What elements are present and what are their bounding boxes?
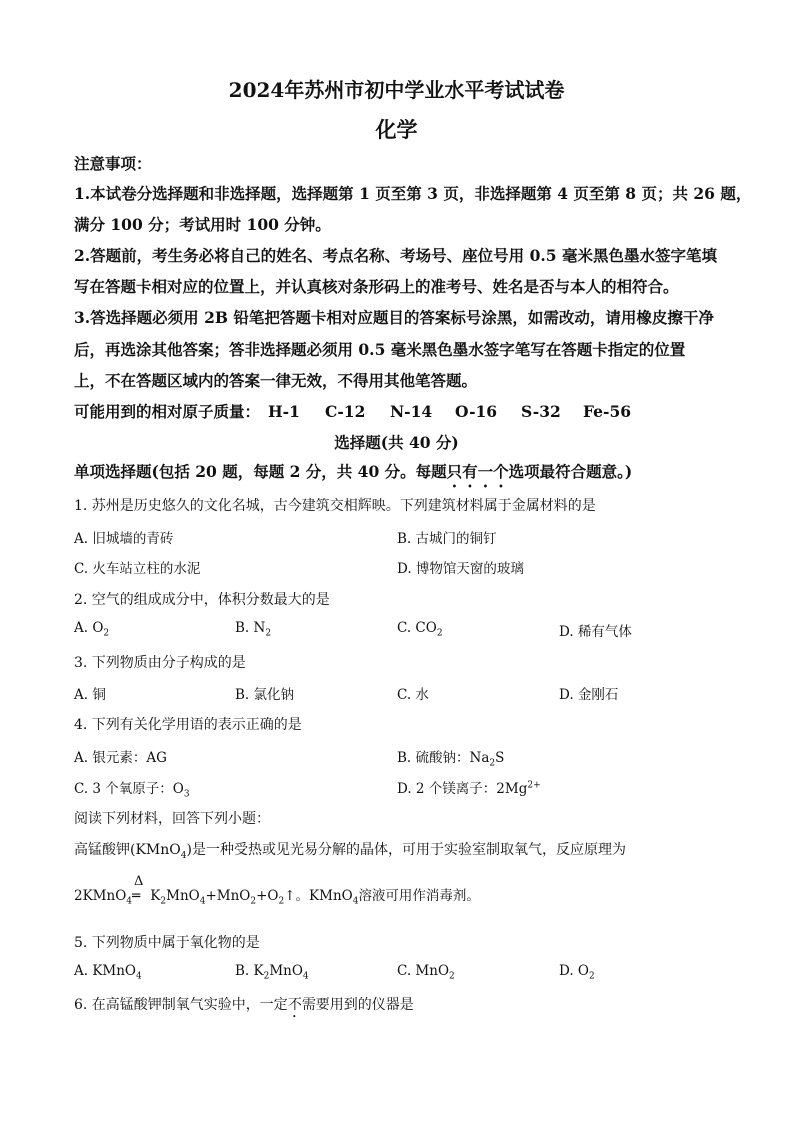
reading-lead: 阅读下列材料，回答下列小题： bbox=[74, 811, 270, 827]
notice-heading: 注意事项： bbox=[74, 154, 152, 173]
q2-option-a: A. $O_2$ bbox=[74, 620, 110, 639]
q2-option-b: B. $N_2$ bbox=[235, 620, 272, 639]
q3-option-c: C. 水 bbox=[397, 687, 429, 703]
section-instructions: 单项选择题(包括 20 题，每题 2 分，共 40 分。每题只有一个选项最符合题意。) bbox=[74, 462, 633, 481]
question-2-stem: 2. 空气的组成成分中，体积分数最大的是 bbox=[74, 592, 330, 608]
mass-item: N-14 bbox=[390, 402, 433, 421]
mass-item: S-32 bbox=[521, 402, 561, 421]
q2-option-d: D. 稀有气体 bbox=[559, 624, 632, 640]
question-3-stem: 3. 下列物质由分子构成的是 bbox=[74, 655, 246, 671]
q1-option-c: C. 火车站立柱的水泥 bbox=[74, 561, 201, 577]
q3-option-b: B. 氯化钠 bbox=[235, 687, 295, 703]
q4-option-d: D. 2 个镁离子：$2Mg^{2+}$ bbox=[397, 780, 541, 797]
question-4-stem: 4. 下列有关化学用语的表示正确的是 bbox=[74, 717, 302, 733]
q4-option-b: B. 硫酸钠：$Na_2S$ bbox=[397, 750, 505, 769]
q2-option-c: C. $CO_2$ bbox=[397, 620, 443, 639]
reaction-equation: 2KMnO$_4$ Δ ═ $K_2MnO_4+MnO_2+O_2↑$。KMnO$_4$溶液可用作消毒剂。 bbox=[74, 874, 480, 907]
question-6-stem: 6. 在高锰酸钾制氧气实验中，一定不需要用到的仪器是 bbox=[74, 997, 414, 1013]
question-5-stem: 5. 下列物质中属于氧化物的是 bbox=[74, 935, 260, 951]
notice-line: 后，再选涂其他答案；答非选择题必须用 0.5 毫米黑色墨水签字笔写在答题卡指定的位置 bbox=[74, 340, 686, 359]
exam-title: 2024年苏州市初中学业水平考试试卷 bbox=[228, 78, 565, 102]
notice-line: 上，不在答题区域内的答案一律无效，不得用其他笔答题。 bbox=[74, 371, 478, 390]
q1-option-a: A. 旧城墙的青砖 bbox=[74, 531, 174, 547]
notice-line: 3.答选择题必须用 2B 铅笔把答题卡相对应题目的答案标号涂黑，如需改动，请用橡皮擦干净 bbox=[74, 308, 714, 327]
notice-line: 写在答题卡相对应的位置上，并认真核对条形码上的准考号、姓名是否与本人的相符合。 bbox=[74, 277, 679, 296]
q3-option-a: A. 铜 bbox=[74, 687, 106, 703]
q4-option-c: C. 3 个氧原子：$O_3$ bbox=[74, 781, 190, 800]
q3-option-d: D. 金刚石 bbox=[559, 687, 619, 703]
mass-item: Fe-56 bbox=[583, 402, 632, 421]
atomic-masses-label: 可能用到的相对原子质量： bbox=[74, 402, 261, 421]
delta-symbol: Δ bbox=[134, 874, 144, 889]
reading-material: 高锰酸钾(KMnO$_4$)是一种受热或见光易分解的晶体，可用于实验室制取氧气，反应原理为 bbox=[74, 842, 626, 861]
q5-option-a: A. KMnO$_4$ bbox=[74, 963, 142, 982]
mass-item: C-12 bbox=[325, 402, 366, 421]
mass-item: O-16 bbox=[455, 402, 498, 421]
q5-option-d: D. $O_2$ bbox=[559, 963, 595, 982]
q1-option-b: B. 古城门的铜钉 bbox=[397, 531, 497, 547]
question-1-stem: 1. 苏州是历史悠久的文化名城，古今建筑交相辉映。下列建筑材料属于金属材料的是 bbox=[74, 498, 596, 514]
q5-option-b: B. $K_2MnO_4$ bbox=[235, 963, 309, 982]
notice-line: 1.本试卷分选择题和非选择题，选择题第 1 页至第 3 页，非选择题第 4 页至第 8 页；共 26 题， bbox=[74, 184, 752, 203]
notice-line: 2.答题前，考生务必将自己的姓名、考点名称、考场号、座位号用 0.5 毫米黑色墨水签字笔填 bbox=[74, 246, 717, 265]
q5-option-c: C. MnO$_2$ bbox=[397, 963, 455, 982]
section-title: 选择题(共 40 分) bbox=[334, 433, 459, 452]
atomic-masses bbox=[74, 400, 631, 422]
subject-title: 化学 bbox=[375, 117, 418, 142]
mass-item: H-1 bbox=[268, 402, 300, 421]
equals-sign: ═ bbox=[132, 888, 141, 904]
notice-line: 满分 100 分；考试用时 100 分钟。 bbox=[74, 215, 331, 234]
q4-option-a: A. 银元素：AG bbox=[74, 750, 167, 766]
q1-option-d: D. 博物馆天窗的玻璃 bbox=[397, 561, 524, 577]
